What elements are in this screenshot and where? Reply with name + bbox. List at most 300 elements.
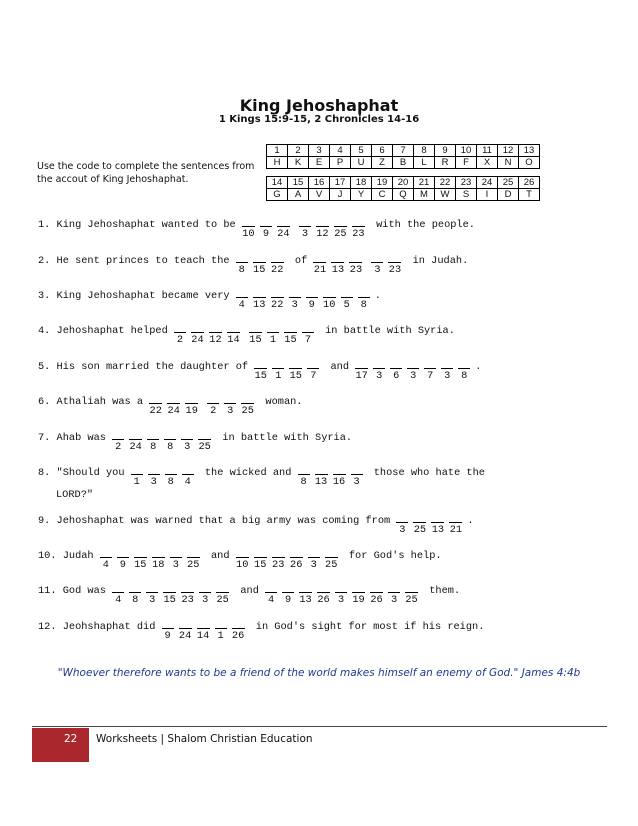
code-number-cell: 9: [435, 145, 456, 157]
code-number-cell: 23: [456, 177, 477, 189]
code-number-label: 3: [410, 370, 417, 382]
code-number-label: 3: [184, 441, 191, 453]
code-letter-cell: S: [456, 189, 477, 201]
answer-blank[interactable]: [178, 618, 192, 642]
question-text: 3. King Jehoshaphat became very: [38, 290, 236, 302]
code-number-label: 24: [129, 441, 142, 453]
answer-blank[interactable]: [134, 547, 147, 571]
code-number-cell: 10: [456, 145, 477, 157]
question-item: [38, 429, 618, 453]
question-item: [38, 358, 618, 382]
answer-blank[interactable]: [314, 464, 328, 488]
code-number-label: 15: [134, 559, 147, 571]
code-number-label: 26: [317, 594, 330, 606]
question-item: [38, 322, 618, 346]
answer-blank[interactable]: [299, 582, 312, 606]
code-letter-cell: A: [288, 189, 309, 201]
question-text: in Judah.: [406, 255, 469, 267]
code-number-cell: 20: [393, 177, 414, 189]
bible-verse: "Whoever therefore wants to be a friend of the world makes himself an enemy of God." James 4:4b: [57, 667, 581, 679]
page-number: 22: [64, 733, 78, 745]
question-text: the wicked and: [198, 467, 298, 479]
code-number-label: 3: [202, 594, 209, 606]
code-number-label: 3: [227, 405, 234, 417]
answer-blank[interactable]: [307, 358, 319, 382]
code-number-label: 2: [176, 334, 184, 346]
code-number-label: 3: [291, 299, 298, 311]
code-number-cell: 1: [267, 145, 288, 157]
code-number-label: 8: [300, 476, 307, 488]
code-number-label: 25: [334, 228, 347, 240]
code-number-label: 13: [299, 594, 312, 606]
answer-blank[interactable]: [289, 358, 302, 382]
code-number-label: 13: [253, 299, 266, 311]
answer-blank[interactable]: [129, 429, 142, 453]
answer-blank[interactable]: [306, 287, 318, 311]
code-number-label: 15: [254, 370, 267, 382]
code-letter-cell: Z: [372, 157, 393, 169]
answer-blank[interactable]: [267, 322, 279, 346]
answer-blank[interactable]: [323, 287, 336, 311]
code-number-label: 1: [217, 630, 224, 642]
code-number-label: 3: [172, 559, 179, 571]
question-text: 4. Jehoshaphat helped: [38, 325, 174, 337]
code-number-label: 23: [349, 264, 363, 276]
code-number-label: 9: [308, 299, 315, 311]
code-number-label: 8: [167, 441, 174, 453]
question-text: them.: [423, 585, 461, 597]
code-number-cell: 4: [330, 145, 351, 157]
question-item: [38, 287, 618, 311]
code-number-label: 2: [115, 441, 122, 453]
code-number-cell: 7: [393, 145, 414, 157]
code-number-label: 13: [431, 524, 445, 536]
code-number-label: 4: [267, 594, 275, 606]
code-number-label: 25: [405, 594, 418, 606]
footer-divider: [32, 726, 607, 727]
answer-blank[interactable]: [163, 582, 176, 606]
code-number-label: 4: [184, 476, 191, 488]
code-number-cell: 25: [498, 177, 519, 189]
code-letter-cell: J: [330, 189, 351, 201]
answer-blank[interactable]: [272, 547, 285, 571]
answer-blank[interactable]: [236, 252, 248, 276]
answer-blank[interactable]: [227, 322, 240, 346]
code-number-label: 7: [427, 370, 434, 382]
code-letter-cell: N: [498, 157, 519, 169]
question-text: 5. His son married the daughter of: [38, 361, 255, 373]
answer-blank[interactable]: [317, 582, 330, 606]
answer-blank[interactable]: [325, 547, 338, 571]
answer-blank[interactable]: [358, 287, 370, 311]
answer-blank[interactable]: [165, 464, 177, 488]
code-letter-cell: G: [267, 189, 288, 201]
answer-blank[interactable]: [196, 618, 210, 642]
code-number-cell: 18: [351, 177, 372, 189]
code-number-cell: 24: [477, 177, 498, 189]
answer-blank[interactable]: [249, 322, 262, 346]
code-number-label: 17: [355, 370, 368, 382]
code-number-label: 14: [227, 334, 240, 346]
code-letter-cell: R: [435, 157, 456, 169]
code-number-label: 3: [399, 524, 406, 536]
question-item: [38, 512, 618, 536]
code-number-label: 12: [209, 334, 222, 346]
code-number-cell: 12: [498, 145, 519, 157]
footer-color-block: [32, 728, 89, 762]
answer-blank[interactable]: [388, 252, 402, 276]
answer-blank[interactable]: [371, 252, 383, 276]
answer-blank[interactable]: [299, 216, 311, 240]
question-text: and: [234, 585, 266, 597]
code-letter-cell: P: [330, 157, 351, 169]
answer-blank[interactable]: [182, 464, 194, 488]
answer-blank[interactable]: [152, 547, 165, 571]
answer-blank[interactable]: [199, 582, 211, 606]
answer-blank[interactable]: [316, 216, 329, 240]
code-number-label: 21: [313, 264, 327, 276]
question-text: and: [204, 550, 236, 562]
question-text: in battle with Syria.: [318, 325, 455, 337]
answer-blank[interactable]: [271, 287, 284, 311]
code-number-label: 4: [102, 559, 109, 571]
answer-blank[interactable]: [302, 322, 314, 346]
code-number-label: 25: [241, 405, 254, 417]
answer-blank[interactable]: [236, 287, 248, 311]
code-number-label: 15: [289, 370, 302, 382]
answer-blank[interactable]: [185, 393, 198, 417]
answer-blank[interactable]: [308, 547, 320, 571]
code-number-label: 23: [272, 559, 285, 571]
instructions: Use the code to complete the sentences from the accout of King Jehoshaphat.: [37, 161, 255, 185]
answer-blank[interactable]: [147, 429, 159, 453]
page-title: King Jehoshaphat: [239, 96, 399, 115]
code-number-label: 24: [277, 228, 290, 240]
answer-blank[interactable]: [131, 464, 143, 488]
answer-blank[interactable]: [207, 393, 219, 417]
answer-blank[interactable]: [388, 582, 400, 606]
answer-blank[interactable]: [149, 393, 162, 417]
code-number-cell: 26: [519, 177, 540, 189]
code-letter-cell: O: [519, 157, 540, 169]
code-number-label: 3: [150, 476, 157, 488]
question-text: 11. God was: [38, 585, 113, 597]
question-item: [38, 216, 618, 240]
question-text: 1. King Jehoshaphat wanted to be: [38, 219, 242, 231]
answer-blank[interactable]: [162, 618, 174, 642]
answer-blank[interactable]: [164, 429, 176, 453]
code-number-label: 25: [216, 594, 229, 606]
code-number-label: 7: [310, 370, 317, 382]
answer-blank[interactable]: [260, 216, 272, 240]
code-number-cell: 8: [414, 145, 435, 157]
code-letter-cell: T: [519, 189, 540, 201]
question-text: .: [467, 515, 474, 527]
code-number-label: 15: [249, 334, 262, 346]
code-letter-cell: L: [414, 157, 435, 169]
answer-blank[interactable]: [441, 358, 453, 382]
code-number-cell: 15: [288, 177, 309, 189]
question-text: .: [475, 361, 482, 373]
code-number-label: 13: [314, 476, 328, 488]
code-number-label: 26: [370, 594, 383, 606]
code-number-label: 3: [353, 476, 360, 488]
answer-blank[interactable]: [231, 618, 245, 642]
code-number-label: 5: [343, 299, 350, 311]
answer-blank[interactable]: [224, 393, 236, 417]
code-number-label: 8: [238, 264, 245, 276]
code-letter-cell: W: [435, 189, 456, 201]
answer-blank[interactable]: [277, 216, 290, 240]
answer-blank[interactable]: [405, 582, 418, 606]
answer-blank[interactable]: [100, 547, 112, 571]
code-number-label: 8: [167, 476, 174, 488]
question-text: and: [324, 361, 356, 373]
code-number-label: 3: [444, 370, 451, 382]
answer-blank[interactable]: [167, 393, 180, 417]
code-number-label: 6: [393, 370, 400, 382]
code-number-label: 8: [150, 441, 157, 453]
code-number-label: 18: [152, 559, 165, 571]
code-number-label: 10: [236, 559, 249, 571]
question-continuation: LORD?": [56, 489, 94, 501]
code-number-label: 19: [185, 405, 198, 417]
question-item: [38, 582, 618, 606]
answer-blank[interactable]: [271, 252, 284, 276]
code-number-label: 3: [376, 370, 383, 382]
answer-blank[interactable]: [352, 216, 365, 240]
code-number-cell: 3: [309, 145, 330, 157]
question-text: 10. Judah: [38, 550, 100, 562]
code-letter-cell: M: [414, 189, 435, 201]
answer-blank[interactable]: [334, 216, 347, 240]
answer-blank[interactable]: [146, 582, 158, 606]
question-item: [38, 464, 618, 501]
code-row-numbers: [267, 177, 540, 189]
code-number-label: 24: [191, 334, 204, 346]
code-letter-cell: I: [477, 189, 498, 201]
answer-blank[interactable]: [253, 252, 266, 276]
code-letter-cell: B: [393, 157, 414, 169]
question-text: those who hate the: [367, 467, 485, 479]
question-text: woman.: [259, 396, 303, 408]
answer-blank[interactable]: [390, 358, 402, 382]
code-number-label: 15: [284, 334, 297, 346]
code-number-label: 3: [149, 594, 156, 606]
code-number-cell: 14: [267, 177, 288, 189]
code-number-label: 23: [388, 264, 402, 276]
code-number-cell: 2: [288, 145, 309, 157]
answer-blank[interactable]: [284, 322, 297, 346]
question-text: 6. Athaliah was a: [38, 396, 150, 408]
code-number-cell: 17: [330, 177, 351, 189]
code-letter-cell: V: [309, 189, 330, 201]
answer-blank[interactable]: [265, 582, 277, 606]
scripture-reference: 1 Kings 15:9-15, 2 Chronicles 14-16: [218, 114, 420, 125]
answer-blank[interactable]: [424, 358, 436, 382]
answer-blank[interactable]: [254, 547, 267, 571]
answer-blank[interactable]: [253, 287, 266, 311]
code-number-label: 3: [310, 559, 317, 571]
code-number-label: 23: [181, 594, 194, 606]
answer-blank[interactable]: [289, 287, 301, 311]
answer-blank[interactable]: [332, 464, 346, 488]
answer-blank[interactable]: [449, 512, 463, 536]
question-text: of: [288, 255, 314, 267]
answer-blank[interactable]: [313, 252, 327, 276]
code-number-label: 9: [262, 228, 270, 240]
code-number-label: 9: [284, 594, 292, 606]
code-letter-cell: F: [456, 157, 477, 169]
answer-blank[interactable]: [349, 252, 363, 276]
code-letter-cell: C: [372, 189, 393, 201]
code-row-letters: [267, 157, 540, 169]
answer-blank[interactable]: [242, 216, 255, 240]
answer-blank[interactable]: [198, 429, 211, 453]
code-number-label: 21: [449, 524, 463, 536]
answer-blank[interactable]: [458, 358, 470, 382]
answer-blank[interactable]: [241, 393, 254, 417]
question-text: for God's help.: [342, 550, 442, 562]
code-letter-cell: K: [288, 157, 309, 169]
question-text: 12. Jeohshaphat did: [38, 621, 162, 633]
answer-blank[interactable]: [341, 287, 353, 311]
code-number-label: 10: [323, 299, 336, 311]
code-number-label: 15: [163, 594, 176, 606]
answer-blank[interactable]: [351, 464, 363, 488]
code-number-label: 4: [115, 594, 122, 606]
code-number-cell: 6: [372, 145, 393, 157]
code-table-top: [266, 144, 540, 169]
answer-blank[interactable]: [431, 512, 445, 536]
code-number-label: 26: [290, 559, 303, 571]
answer-blank[interactable]: [355, 358, 368, 382]
code-number-label: 8: [360, 299, 367, 311]
answer-blank[interactable]: [112, 429, 124, 453]
code-row-numbers: [267, 145, 540, 157]
answer-blank[interactable]: [236, 547, 249, 571]
question-item: [38, 393, 618, 417]
question-item: [38, 547, 618, 571]
answer-blank[interactable]: [298, 464, 310, 488]
answer-blank[interactable]: [181, 582, 194, 606]
code-number-label: 13: [331, 264, 345, 276]
code-number-label: 22: [271, 299, 284, 311]
code-number-label: 15: [254, 559, 267, 571]
answer-blank[interactable]: [187, 547, 200, 571]
answer-blank[interactable]: [282, 582, 294, 606]
code-number-label: 3: [337, 594, 345, 606]
answer-blank[interactable]: [191, 322, 204, 346]
code-number-label: 24: [167, 405, 180, 417]
code-number-label: 4: [238, 299, 245, 311]
answer-blank[interactable]: [290, 547, 303, 571]
code-number-label: 3: [390, 594, 398, 606]
answer-blank[interactable]: [413, 512, 427, 536]
question-text: 7. Ahab was: [38, 432, 113, 444]
code-number-label: 25: [325, 559, 338, 571]
code-number-label: 12: [316, 228, 329, 240]
code-number-label: 25: [187, 559, 200, 571]
question-text: .: [374, 290, 381, 302]
code-number-label: 23: [352, 228, 365, 240]
code-number-label: 9: [119, 559, 126, 571]
code-number-cell: 11: [477, 145, 498, 157]
answer-blank[interactable]: [396, 512, 408, 536]
question-text: with the people.: [369, 219, 475, 231]
question-text: in battle with Syria.: [216, 432, 353, 444]
answer-blank[interactable]: [407, 358, 419, 382]
question-text: in God's sight for most if his reign.: [249, 621, 485, 633]
code-number-label: 8: [132, 594, 139, 606]
answer-blank[interactable]: [331, 252, 345, 276]
code-letter-cell: Q: [393, 189, 414, 201]
question-text: 2. He sent princes to teach the: [38, 255, 236, 267]
code-number-label: 14: [196, 630, 210, 642]
code-number-label: 19: [352, 594, 365, 606]
code-number-label: 24: [178, 630, 192, 642]
code-number-label: 1: [269, 334, 277, 346]
question-item: [38, 618, 618, 642]
answer-blank[interactable]: [174, 322, 186, 346]
code-number-label: 3: [374, 264, 381, 276]
code-letter-cell: E: [309, 157, 330, 169]
code-number-label: 9: [164, 630, 171, 642]
answer-blank[interactable]: [209, 322, 222, 346]
answer-blank[interactable]: [181, 429, 193, 453]
code-number-cell: 13: [519, 145, 540, 157]
code-letter-cell: Y: [351, 189, 372, 201]
answer-blank[interactable]: [373, 358, 385, 382]
code-number-label: 22: [271, 264, 284, 276]
code-number-label: 8: [461, 370, 468, 382]
answer-blank[interactable]: [170, 547, 182, 571]
answer-blank[interactable]: [216, 582, 229, 606]
code-number-label: 7: [304, 334, 312, 346]
code-number-cell: 16: [309, 177, 330, 189]
answer-blank[interactable]: [254, 358, 267, 382]
footer-text: Worksheets | Shalom Christian Education: [96, 733, 313, 745]
code-letter-cell: X: [477, 157, 498, 169]
code-number-label: 26: [231, 630, 245, 642]
code-number-label: 3: [301, 228, 309, 240]
answer-blank[interactable]: [215, 618, 227, 642]
answer-blank[interactable]: [335, 582, 347, 606]
code-number-cell: 21: [414, 177, 435, 189]
answer-blank[interactable]: [129, 582, 141, 606]
code-number-label: 1: [275, 370, 282, 382]
code-table-bottom: [266, 176, 540, 201]
code-letter-cell: H: [267, 157, 288, 169]
answer-blank[interactable]: [352, 582, 365, 606]
answer-blank[interactable]: [112, 582, 124, 606]
code-number-cell: 22: [435, 177, 456, 189]
code-number-label: 16: [332, 476, 346, 488]
code-number-cell: 19: [372, 177, 393, 189]
answer-blank[interactable]: [148, 464, 160, 488]
code-number-label: 25: [413, 524, 427, 536]
question-text: 9. Jehoshaphat was warned that a big army was coming from: [38, 515, 397, 527]
answer-blank[interactable]: [117, 547, 129, 571]
question-text: 8. "Should you: [38, 467, 131, 479]
code-number-cell: 5: [351, 145, 372, 157]
code-number-label: 25: [198, 441, 211, 453]
answer-blank[interactable]: [272, 358, 284, 382]
code-number-label: 2: [210, 405, 217, 417]
answer-blank[interactable]: [370, 582, 383, 606]
question-item: [38, 252, 618, 276]
code-letter-cell: D: [498, 189, 519, 201]
